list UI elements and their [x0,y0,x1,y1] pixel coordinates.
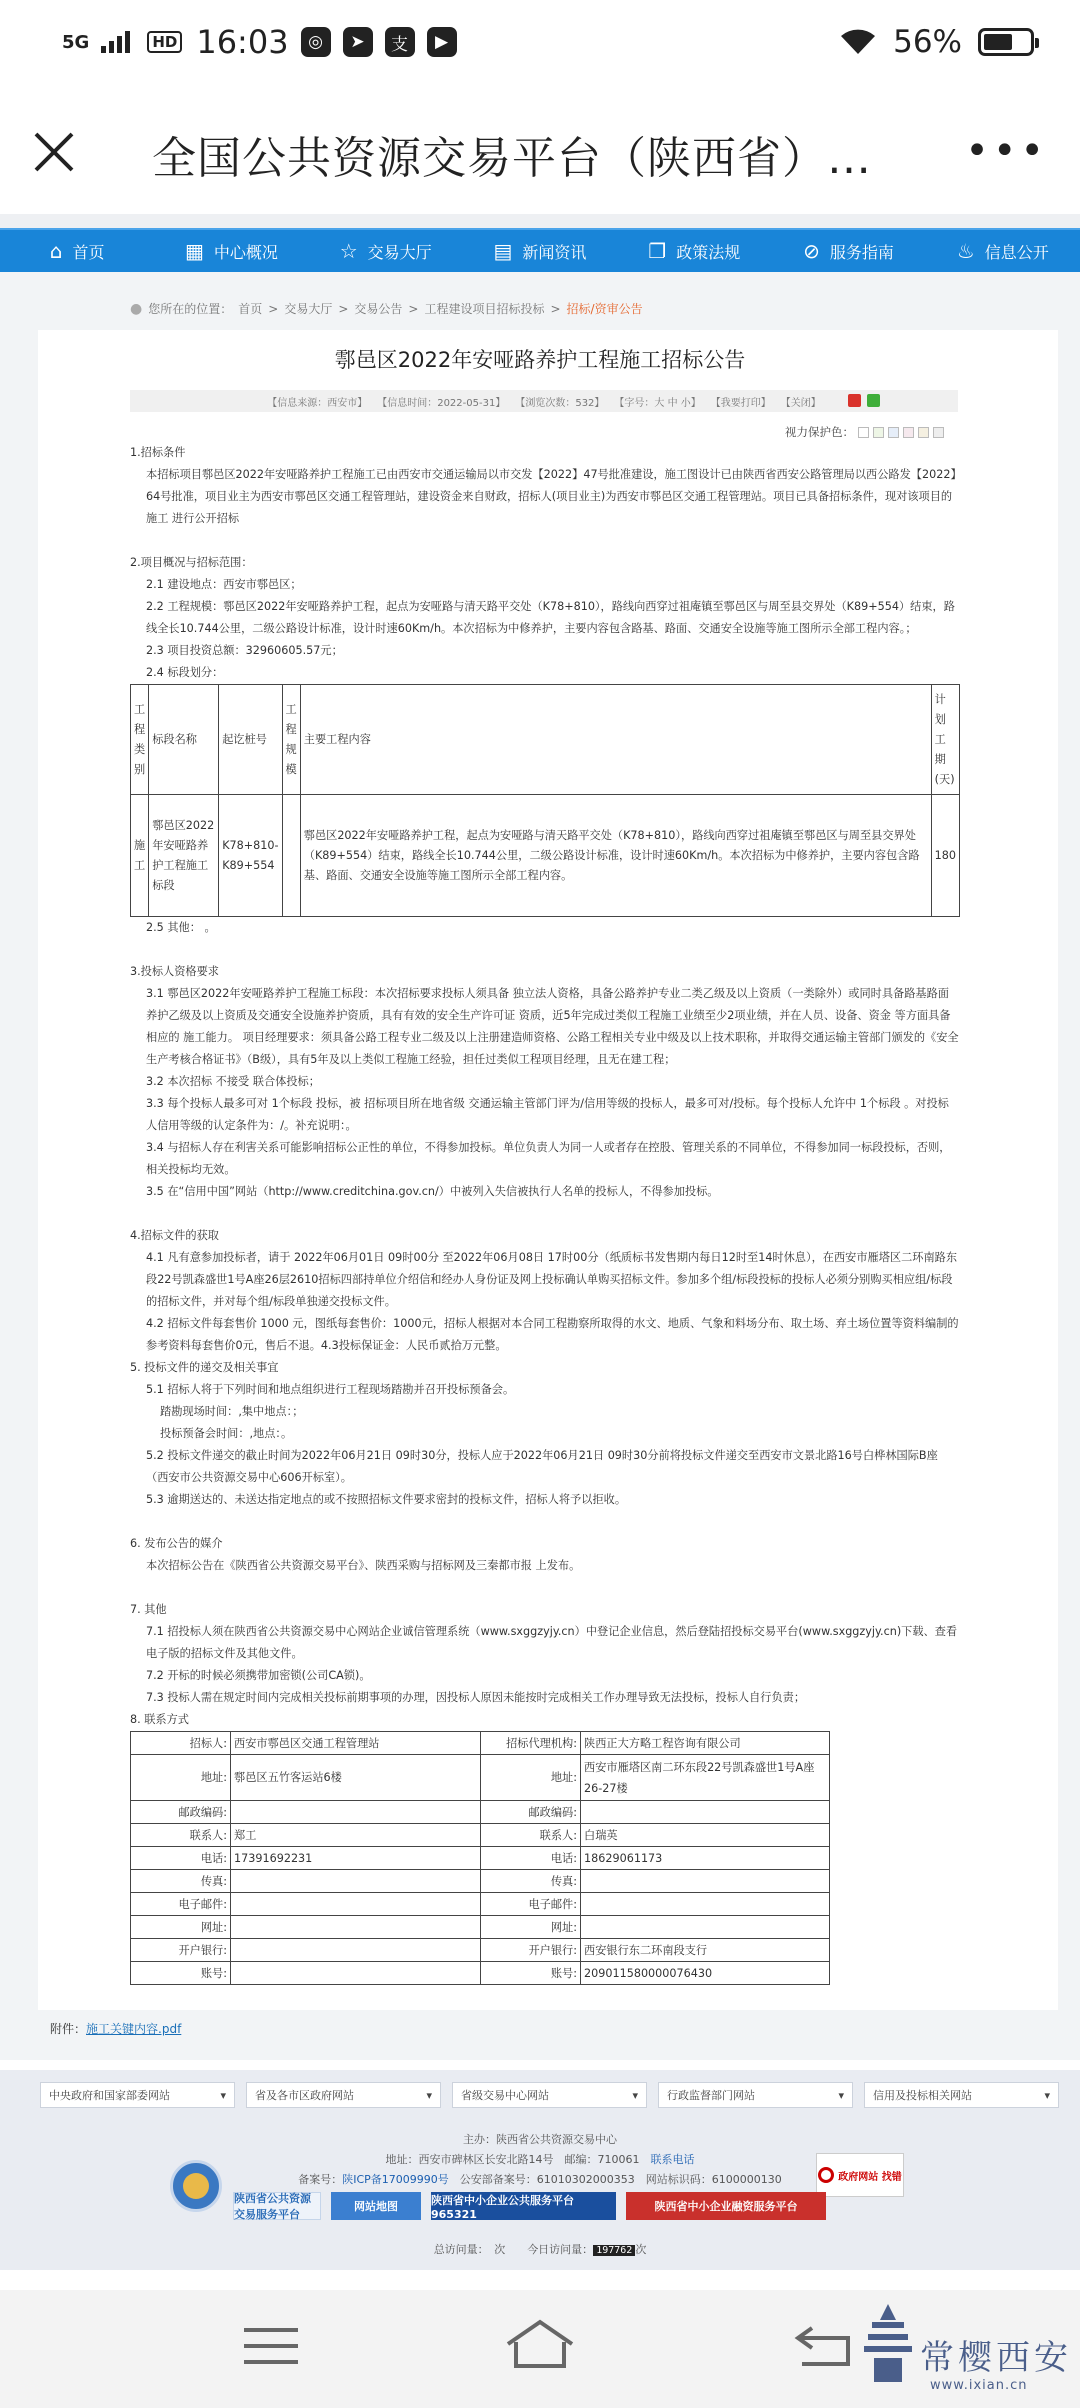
watermark-text: 常樱西安 [920,2338,1072,2378]
nav-label: 首页 [72,242,105,262]
signal-indicator: 5G [62,31,90,53]
meta-time: 【信息时间：2022-05-31】 [377,397,506,409]
table-cell: 18629061173 [581,1847,830,1870]
home-icon: ⌂ [49,239,63,263]
breadcrumb-link[interactable]: 工程建设项目招标投标 [424,302,545,316]
table-label: 电话: [481,1847,581,1870]
table-label: 电子邮件: [481,1893,581,1916]
breadcrumb: ● 您所在的位置： 首页 > 交易大厅 > 交易公告 > 工程建设项目招标投标 > 招标/资审公告 [130,300,643,317]
section-heading: 3.投标人资格要求 [130,965,219,978]
alipay-icon: 支 [385,27,415,57]
page-title: 全国公共资源交易平台（陕西省）… [152,133,872,184]
badge-label: 政府网站 找错 [838,2171,902,2183]
paragraph: 7.3 投标人需在规定时间内完成相关投标前期事项的办理，因投标人原因未能按时完成相关工作办理导致无法投标，投标人自行负责； [146,1691,806,1704]
gov-site-error-badge[interactable] [816,2153,904,2197]
select-value: 信用及投标相关网站 [873,2089,972,2102]
paragraph: 3.4 与招标人存在利害关系可能影响招标公正性的单位，不得参加投标。单位负责人为同一人或者存在控股、管理关系的不同单位，不得参加同一标段投标，否则，相关投标均无效。 [146,1141,951,1176]
building-icon: ▦ [184,239,204,263]
chevron-down-icon: ▾ [1044,2088,1050,2102]
select-central-gov[interactable] [40,2082,235,2108]
color-swatch[interactable] [888,427,899,438]
table-header: 起讫桩号 [219,685,282,795]
section-heading: 1.招标条件 [130,446,186,459]
icp-label: 备案号： [298,2173,343,2186]
close-icon [26,124,82,180]
hd-indicator: HD [147,31,182,53]
visits-label: 总访问量： [433,2243,484,2256]
footer-postcode: 邮编：710061 [564,2153,640,2166]
main-nav [0,228,1080,272]
table-label: 招标人: [131,1732,231,1755]
table-label: 网址: [131,1916,231,1939]
info-icon: ♨ [956,239,975,263]
close-button[interactable] [26,124,82,180]
paragraph: 5.1 招标人将于下列时间和地点组织进行工程现场踏勘并召开投标预备会。 [146,1383,515,1396]
select-value: 行政监督部门网站 [667,2089,755,2102]
paragraph: 7.1 招投标人须在陕西省公共资源交易中心网站企业诚信管理系统（www.sxggzyjy.cn）中登记企业信息，然后登陆招投标交易平台(www.sxggzyjy.cn)下载、查看电子版的招标文件及其他文件。 [146,1625,958,1660]
nav-home[interactable] [0,239,154,263]
table-label: 地址: [481,1755,581,1801]
breadcrumb-link[interactable]: 交易公告 [354,302,403,316]
paragraph: 5.2 投标文件递交的截止时间为2022年06月21日 09时30分，投标人应于2022年06月21日 09时30分前将投标文件递交至西安市文景北路16号白桦林国际B座（西安市公共资源交易中心606开标室）。 [146,1449,938,1484]
table-header: 计划工期(天) [931,685,959,795]
color-swatch[interactable] [858,427,869,438]
nav-policy[interactable] [617,239,771,263]
nav-label: 中心概况 [213,242,278,262]
table-label: 账号: [131,1962,231,1985]
nav-label: 新闻资讯 [522,242,587,262]
meta-views: 【浏览次数：532】 [515,397,605,409]
table-label: 网址: [481,1916,581,1939]
print-link[interactable]: 【我要打印】 [710,397,771,409]
table-cell: 209011580000076430 [581,1962,830,1985]
section-heading: 7. 其他 [130,1603,167,1616]
table-cell: 陕西正大方略工程咨询有限公司 [581,1732,830,1755]
paragraph: 本次招标公告在《陕西省公共资源交易平台》、陕西采购与招标网及三秦都市报 上发布。 [146,1559,581,1572]
article-body [130,442,960,1985]
table-cell: 西安银行东二环南段支行 [581,1939,830,1962]
table-cell [231,1916,481,1939]
color-swatch[interactable] [933,427,944,438]
contact-link[interactable]: 联系电话 [650,2153,695,2166]
watermark-url: www.ixian.cn [930,2378,1028,2393]
vision-label: 视力保护色： [785,425,854,439]
paragraph: 3.5 在“信用中国”网站（http://www.creditchina.gov.cn/）中被列入失信被执行人名单的投标人，不得参加投标。 [146,1185,719,1198]
color-swatch[interactable] [873,427,884,438]
table-cell [231,1870,481,1893]
breadcrumb-current: 招标/资审公告 [566,302,643,316]
table-label: 邮政编码: [481,1801,581,1824]
table-cell [231,1893,481,1916]
lot-table [130,684,960,917]
select-trading-centers[interactable] [452,2082,647,2108]
divider [0,214,1080,228]
table-label: 传真: [481,1870,581,1893]
wechat-icon: ◎ [301,27,331,57]
table-cell: K78+810-K89+554 [219,795,282,917]
more-menu-button[interactable]: ••• [965,128,1048,174]
section-heading: 8. 联系方式 [130,1713,189,1726]
news-icon: ▤ [493,239,513,263]
paragraph: 踏勘现场时间：,集中地点：； [160,1405,304,1418]
table-cell: 西安市鄠邑区交通工程管理站 [231,1732,481,1755]
site-id: 网站标识码：6100000130 [645,2173,782,2186]
compass-icon: ⊘ [803,239,820,263]
paragraph: 2.3 项目投资总额：32960605.57元； [146,644,343,657]
police-record: 公安部备案号：61010302000353 [459,2173,635,2186]
table-cell: 180 [931,795,959,917]
paragraph: 3.2 本次招标 不接受 联合体投标； [146,1075,320,1088]
home-button-icon[interactable] [504,2318,576,2370]
book-icon: ❐ [648,239,667,263]
table-label: 账号: [481,1962,581,1985]
table-cell [231,1801,481,1824]
chevron-down-icon: ▾ [220,2088,226,2102]
weibo-icon[interactable] [848,394,861,407]
article-title: 鄠邑区2022年安哑路养护工程施工招标公告 [334,348,746,372]
attachment [50,2020,181,2037]
table-cell [581,1801,830,1824]
table-cell: 鄠邑区五竹客运站6楼 [231,1755,481,1801]
paragraph: 投标预备会时间：,地点：。 [160,1427,293,1440]
table-cell [231,1962,481,1985]
table-cell: 鄠邑区2022年安哑路养护工程，起点为安哑路与清天路平交处（K78+810），路线向西穿过祖庵镇至鄠邑区与周至县交界处（K89+554）结束，路线全长10.744公里，二级公路设计标准，设计时速60Km/h。本次招标为中修养护，主要内容包含路基、路面、交通安全设施等施工图所示全部工程内容。 [300,795,931,917]
table-label: 传真: [131,1870,231,1893]
table-label: 招标代理机构: [481,1732,581,1755]
platform-logo[interactable]: 陕西省公共资源交易服务平台 [233,2192,321,2220]
table-label: 电话: [131,1847,231,1870]
nav-news[interactable] [463,239,617,263]
nav-info-disclosure[interactable] [926,239,1080,263]
paragraph: 5.3 逾期送达的、未送达指定地点的或不按照招标文件要求密封的投标文件，招标人将予以拒收。 [146,1493,627,1506]
paragraph: 3.3 每个投标人最多可对 1个标段 投标，被 招标项目所在地省级 交通运输主管部门评为/信用等级的投标人，最多可对/投标。每个投标人允许中 1个标段 。对投标人信用等级的认定条件为：/。补充说明：。 [146,1097,949,1132]
back-icon[interactable] [794,2324,852,2366]
nav-label: 服务指南 [829,242,894,262]
status-bar [0,0,1080,84]
table-label: 联系人: [131,1824,231,1847]
section-heading: 5. 投标文件的递交及相关事宜 [130,1361,279,1374]
battery-percent: 56% [893,24,962,60]
wifi-icon [839,28,877,56]
paragraph: 3.1 鄠邑区2022年安哑路养护工程施工标段：本次招标要求投标人须具备 独立法人资格，具备公路养护专业二类乙级及以上资质（一类除外）或同时具备路基路面养护乙级及以上资质及交通安全设施养护资质，具有有效的安全生产许可证 资质，近5年完成过类似工程施工业绩至少2项业绩，并在人员、设备、资金 等方面具备相应的 施工能力。 项目经理要求：须具备公路工程专业二级及以上注册建造师资格、公路工程相关专业中级及以上技术职称，并取得交通运输主管部门颁发的《安全生产考核合格证书》（B级），具有5年及以上类似工程施工经验，担任过类似工程项目经理，且无在建工程； [146,987,959,1066]
today-unit: 次 [635,2243,647,2256]
paragraph: 2.1 建设地点：西安市鄠邑区； [146,578,302,591]
signal-bars-icon [101,31,135,53]
today-label: 今日访问量： [527,2243,594,2256]
paragraph: 2.5 其他： 。 [146,921,216,934]
chevron-down-icon: ▾ [838,2088,844,2102]
location-pin-icon: ● [130,300,143,317]
attachment-link[interactable]: 施工关键内容.pdf [86,2022,182,2036]
select-supervision[interactable] [658,2082,853,2108]
select-value: 省级交易中心网站 [461,2089,549,2102]
color-swatch[interactable] [903,427,914,438]
table-cell: 施工 [131,795,149,917]
footer-info [0,2130,1080,2190]
today-counter: 197762 [593,2245,635,2256]
table-header: 工程类别 [131,685,149,795]
chevron-down-icon: ▾ [426,2088,432,2102]
icp-link[interactable]: 陕ICP备17009990号 [342,2173,449,2186]
paragraph: 本招标项目鄠邑区2022年安哑路养护工程施工已由西安市交通运输局以市交发【2022】47号批准建设，施工图设计已由陕西省西安公路管理局以西公路发【2022】64号批准，项目业主为西安市鄠邑区交通工程管理站，建设资金来自财政，招标人(项目业主)为西安市鄠邑区交通工程管理站。项目已具备招标条件，现对该项目的 施工 进行公开招标 [146,468,957,525]
nav-label: 政策法规 [676,242,741,262]
footer-logos [233,2192,826,2220]
breadcrumb-link[interactable]: 交易大厅 [284,302,333,316]
attachment-label: 附件： [50,2022,87,2036]
table-label: 邮政编码: [131,1801,231,1824]
nav-label: 交易大厅 [367,242,432,262]
breadcrumb-prefix: 您所在的位置： [148,302,233,316]
meta-source: 【信息来源：西安市】 [267,397,368,409]
table-label: 电子邮件: [131,1893,231,1916]
article-meta [130,390,958,412]
section-heading: 4.招标文件的获取 [130,1229,219,1242]
sme-service-logo[interactable]: 陕西省中小企业公共服务平台 965321 [431,2192,616,2220]
vision-protection [785,424,944,440]
close-link[interactable]: 【关闭】 [780,397,821,409]
table-cell: 西安市雁塔区南二环东段22号凯森盛世1号A座26-27楼 [581,1755,830,1801]
table-cell: 鄠邑区2022年安哑路养护工程施工标段 [149,795,219,917]
nav-trading-hall[interactable] [309,239,463,263]
select-value: 中央政府和国家部委网站 [49,2089,170,2102]
party-emblem-icon[interactable] [170,2160,222,2212]
telegram-icon: ➤ [343,27,373,57]
table-label: 地址: [131,1755,231,1801]
video-icon: ▶ [427,27,457,57]
table-cell: 白瑞英 [581,1824,830,1847]
section-heading: 2.项目概况与招标范围： [130,556,253,569]
table-cell [231,1939,481,1962]
section-heading: 6. 发布公告的媒介 [130,1537,223,1550]
nav-label: 信息公开 [984,242,1049,262]
table-header: 标段名称 [149,685,219,795]
select-provincial-gov[interactable] [246,2082,441,2108]
table-header: 主要工程内容 [300,685,931,795]
star-icon: ☆ [339,239,358,263]
browser-title-bar [0,84,1080,214]
visit-stats [0,2241,1080,2257]
table-cell [282,795,300,917]
share-icons [848,394,880,407]
sitemap-logo[interactable]: 网站地图 [331,2192,421,2220]
table-label: 开户银行: [131,1939,231,1962]
menu-icon[interactable] [244,2324,298,2368]
nav-center-overview[interactable] [154,239,308,263]
footer-address: 地址：西安市碑林区长安北路14号 [385,2153,554,2166]
table-header: 工程规模 [282,685,300,795]
paragraph: 2.4 标段划分： [146,666,224,679]
clock: 16:03 [196,23,289,61]
breadcrumb-link[interactable]: 首页 [238,302,263,316]
contact-table [130,1731,830,1985]
table-cell [581,1916,830,1939]
footer-host: 主办：陕西省公共资源交易中心 [463,2133,617,2146]
sme-finance-logo[interactable]: 陕西省中小企业融资服务平台 [626,2192,826,2220]
footer-link-selects [40,2082,1059,2108]
select-value: 省及各市区政府网站 [255,2089,354,2102]
table-cell: 郑工 [231,1824,481,1847]
color-swatch[interactable] [918,427,929,438]
system-nav-bar [0,2290,1080,2408]
paragraph: 4.2 招标文件每套售价 1000 元，图纸每套售价：1000元，招标人根据对本合同工程勘察所取得的水文、地质、气象和料场分布、取土场、弃土场位置等资料编制的参考资料每套售价0元，售后不退。4.3投标保证金：人民币贰拾万元整。 [146,1317,959,1352]
visits-unit: 次 [494,2243,506,2256]
paragraph: 2.2 工程规模：鄠邑区2022年安哑路养护工程，起点为安哑路与清天路平交处（K78+810），路线向西穿过祖庵镇至鄠邑区与周至县交界处（K89+554）结束，路线全长10.744公里，二级公路设计标准，设计时速60Km/h。本次招标为中修养护，主要内容包含路基、路面、交通安全设施等施工图所示全部工程内容。； [146,600,955,635]
font-size-switch[interactable]: 【字号：大 中 小】 [614,397,701,409]
nav-service-guide[interactable] [771,239,925,263]
table-label: 联系人: [481,1824,581,1847]
paragraph: 4.1 凡有意参加投标者，请于 2022年06月01日 09时00分 至2022年06月08日 17时00分（纸质标书发售期内每日12时至14时休息），在西安市雁塔区二环南路东段22号凯森盛世1号A座26层2610招标四部持单位介绍信和经办人身份证及网上投标确认单购买招标文件。参加多个组/标段投标的投标人必须分别购买相应组/标段的招标文件，并对每个组/标段单独递交投标文件。 [146,1251,958,1308]
paragraph: 7.2 开标的时候必须携带加密锁(公司CA锁)。 [146,1669,371,1682]
table-label: 开户银行: [481,1939,581,1962]
wechat-share-icon[interactable] [867,394,880,407]
chevron-down-icon: ▾ [632,2088,638,2102]
select-credit-sites[interactable] [864,2082,1059,2108]
watermark-tower-icon [862,2300,914,2386]
battery-icon [978,28,1034,56]
table-cell [581,1893,830,1916]
table-cell [581,1870,830,1893]
table-cell: 17391692231 [231,1847,481,1870]
